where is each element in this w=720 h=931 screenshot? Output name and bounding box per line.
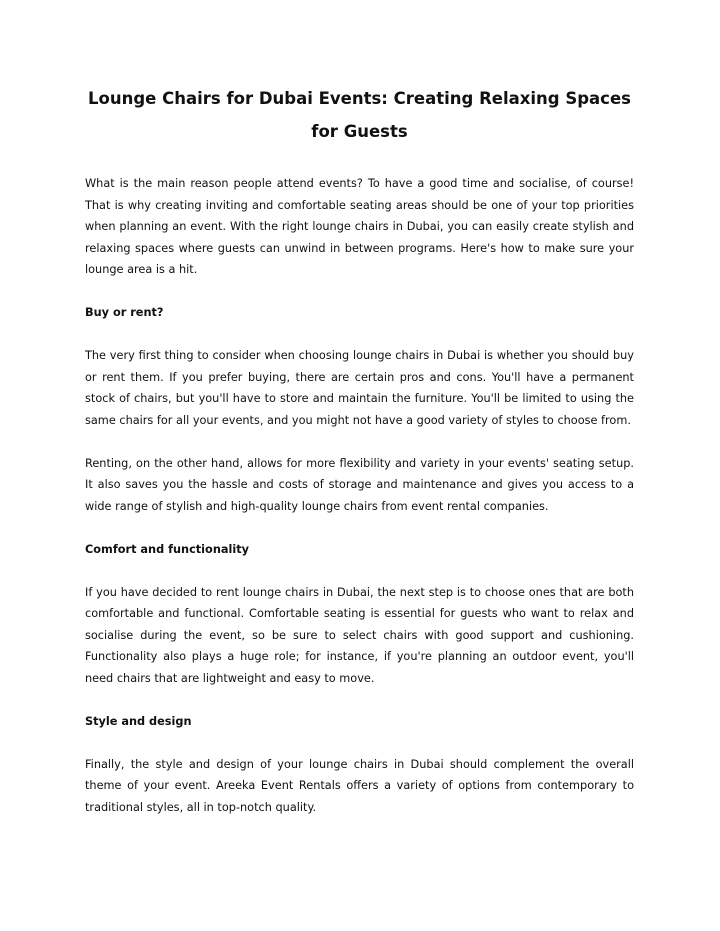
paragraph-style-1: Finally, the style and design of your lounge chairs in Dubai should complement the overall theme of your event. Areeka Event Rentals offers a variety of options from contemporary to traditional styles, all in top-notch quality. <box>85 757 634 814</box>
paragraph-buy-or-rent-2: Renting, on the other hand, allows for more flexibility and variety in your events' seating setup. It also saves you the hassle and costs of storage and maintenance and gives you access to a wide range of stylish and high-quality lounge chairs from event rental companies. <box>85 456 634 513</box>
document-body <box>85 173 634 818</box>
section-heading-style: Style and design <box>85 714 192 728</box>
paragraph-comfort-1: If you have decided to rent lounge chairs in Dubai, the next step is to choose ones that are both comfortable and functional. Comfortable seating is essential for guests who want to relax and socialise during the event, so be sure to select chairs with good support and cushioning. Functionality also plays a huge role; for instance, if you're planning an outdoor event, you'll need chairs that are lightweight and easy to move. <box>85 585 634 685</box>
section-heading-comfort: Comfort and functionality <box>85 542 249 556</box>
intro-paragraph: What is the main reason people attend events? To have a good time and socialise, of course! That is why creating inviting and comfortable seating areas should be one of your top priorities when planning an event. With the right lounge chairs in Dubai, you can easily create stylish and relaxing spaces where guests can unwind in between programs. Here's how to make sure your lounge area is a hit. <box>85 177 634 276</box>
document-title: Lounge Chairs for Dubai Events: Creating Relaxing Spaces for Guests <box>88 89 631 141</box>
paragraph-buy-or-rent-1: The very first thing to consider when choosing lounge chairs in Dubai is whether you should buy or rent them. If you prefer buying, there are certain pros and cons. You'll have a permanent stock of chairs, but you'll have to store and maintain the furniture. You'll be limited to using the same chairs for all your events, and you might not have a good variety of styles to choose from. <box>85 349 634 427</box>
section-heading-buy-or-rent: Buy or rent? <box>85 306 164 319</box>
